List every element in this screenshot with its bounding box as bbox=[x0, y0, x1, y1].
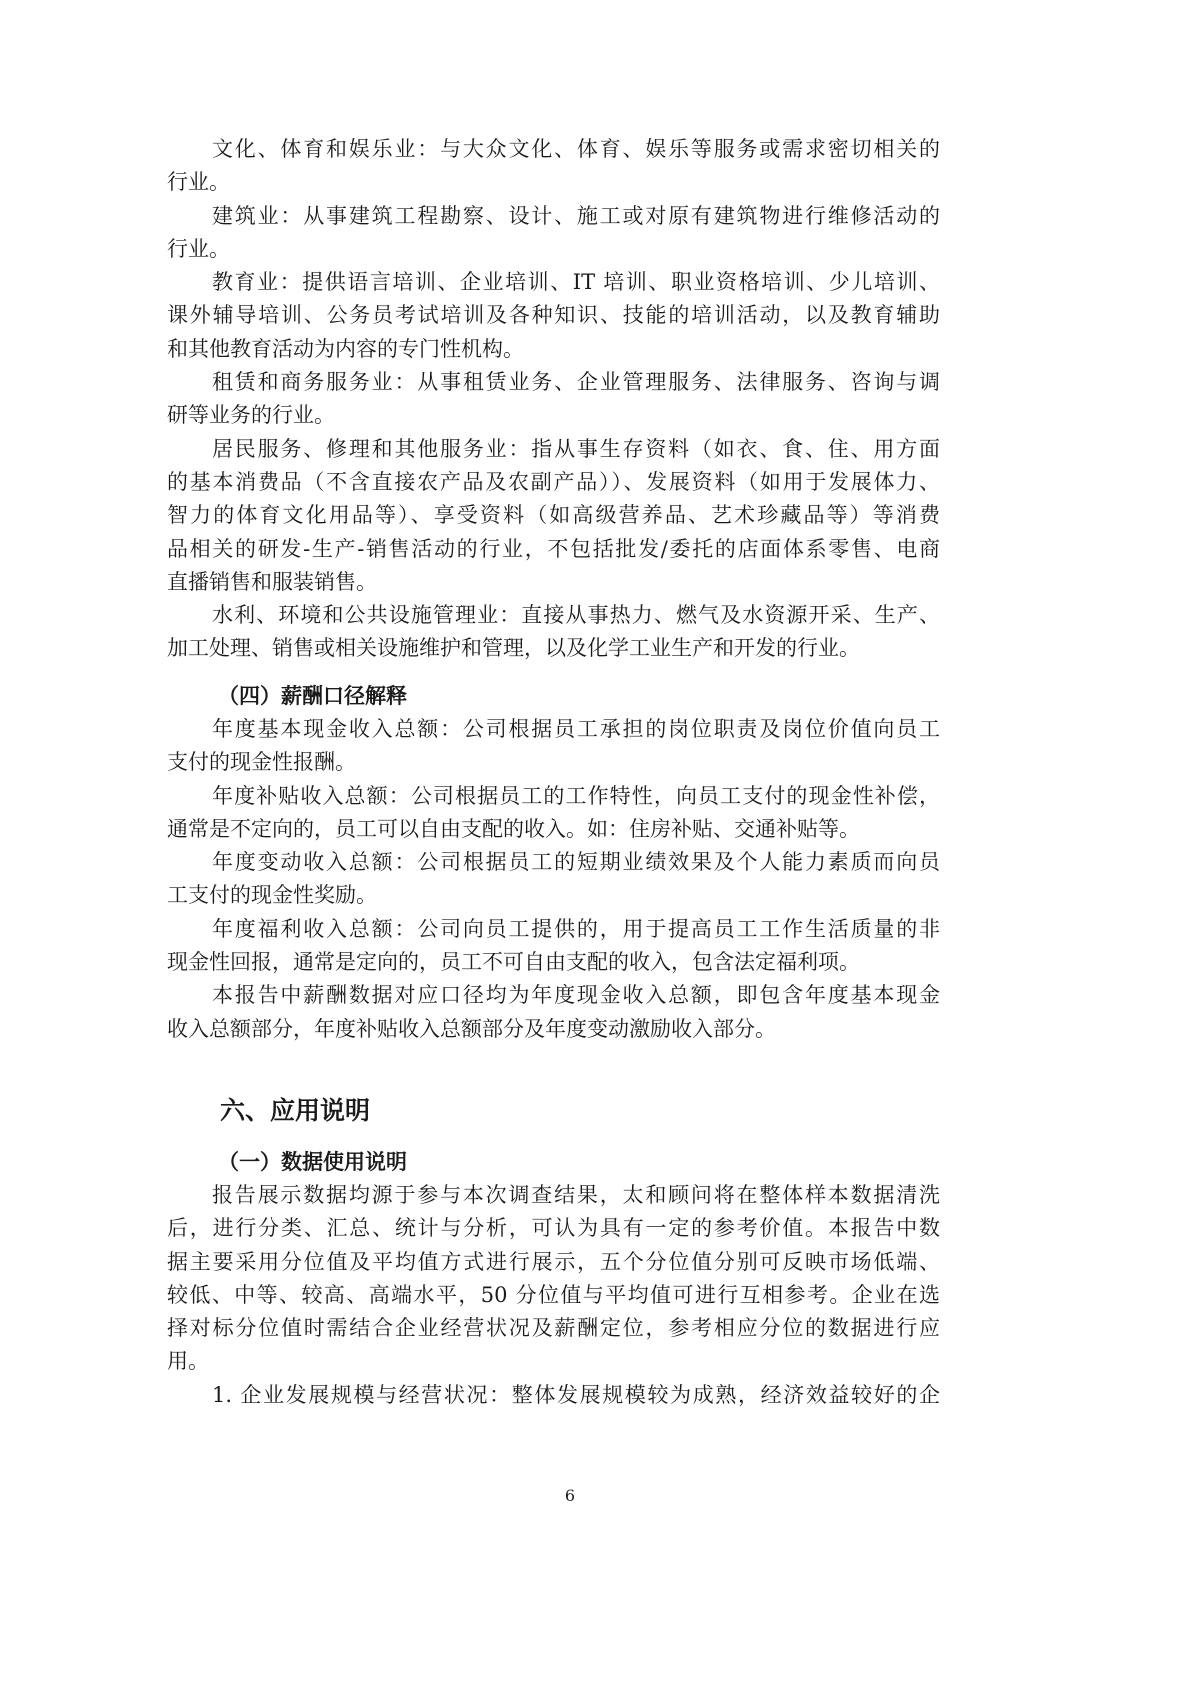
page-number: 6 bbox=[564, 1486, 576, 1505]
text-line: 研等业务的行业。 bbox=[167, 403, 335, 428]
text-line: 直播销售和服装销售。 bbox=[167, 569, 377, 594]
text-line: 后，进行分类、汇总、统计与分析，可认为具有一定的参考价值。本报告中数 bbox=[167, 1216, 940, 1241]
text-line: 通常是不定向的，员工可以自由支配的收入。如：住房补贴、交通补贴等。 bbox=[167, 816, 860, 841]
text-line: 和其他教育活动为内容的专门性机构。 bbox=[167, 336, 524, 361]
text-line: 年度变动收入总额：公司根据员工的短期业绩效果及个人能力素质而向员 bbox=[212, 850, 940, 875]
text-line: 智力的体育文化用品等）、享受资料（如高级营养品、艺术珍藏品等）等消费 bbox=[167, 503, 940, 528]
text-line: 据主要采用分位值及平均值方式进行展示，五个分位值分别可反映市场低端、 bbox=[167, 1249, 940, 1274]
industry-definitions bbox=[167, 133, 940, 666]
text-line: 用。 bbox=[167, 1349, 209, 1374]
text-line: 课外辅导培训、公务员考试培训及各种知识、技能的培训活动，以及教育辅助 bbox=[167, 303, 940, 328]
text-line: 1. 企业发展规模与经营状况：整体发展规模较为成熟，经济效益较好的企 bbox=[212, 1382, 940, 1407]
compensation-definitions bbox=[167, 713, 940, 1046]
text-line: 文化、体育和娱乐业：与大众文化、体育、娱乐等服务或需求密切相关的 bbox=[212, 137, 940, 161]
text-line: 的基本消费品（不含直接农产品及农副产品））、发展资料（如用于发展体力、 bbox=[167, 469, 940, 494]
text-line: 水利、环境和公共设施管理业：直接从事热力、燃气及水资源开采、生产、 bbox=[212, 603, 940, 628]
section-title-application: 六、应用说明 bbox=[220, 1096, 371, 1125]
text-line: 行业。 bbox=[167, 170, 230, 195]
text-line: 品相关的研发-生产-销售活动的行业，不包括批发/委托的店面体系零售、电商 bbox=[167, 536, 940, 561]
text-line: 年度福利收入总额：公司向员工提供的，用于提高员工工作生活质量的非 bbox=[212, 916, 940, 941]
text-line: 工支付的现金性奖励。 bbox=[167, 883, 377, 908]
text-line: 教育业：提供语言培训、企业培训、IT 培训、职业资格培训、少儿培训、 bbox=[212, 270, 940, 295]
text-line: 本报告中薪酬数据对应口径均为年度现金收入总额，即包含年度基本现金 bbox=[212, 983, 940, 1008]
data-usage-text bbox=[167, 1179, 940, 1412]
text-line: 租赁和商务服务业：从事租赁业务、企业管理服务、法律服务、咨询与调 bbox=[212, 370, 940, 395]
heading-data-usage: （一）数据使用说明 bbox=[218, 1150, 407, 1174]
text-line: 年度基本现金收入总额：公司根据员工承担的岗位职责及岗位价值向员工 bbox=[212, 717, 940, 741]
text-line: 建筑业：从事建筑工程勘察、设计、施工或对原有建筑物进行维修活动的 bbox=[212, 203, 940, 228]
heading-compensation-definitions: （四）薪酬口径解释 bbox=[218, 684, 407, 708]
text-line: 报告展示数据均源于参与本次调查结果，太和顾问将在整体样本数据清洗 bbox=[212, 1183, 940, 1207]
text-line: 加工处理、销售或相关设施维护和管理，以及化学工业生产和开发的行业。 bbox=[167, 636, 860, 661]
text-line: 年度补贴收入总额：公司根据员工的工作特性，向员工支付的现金性补偿， bbox=[212, 783, 940, 808]
text-line: 支付的现金性报酬。 bbox=[167, 750, 356, 775]
text-line: 择对标分位值时需结合企业经营状况及薪酬定位，参考相应分位的数据进行应 bbox=[167, 1316, 940, 1341]
text-line: 居民服务、修理和其他服务业：指从事生存资料（如衣、食、住、用方面 bbox=[212, 436, 940, 461]
text-line: 行业。 bbox=[167, 236, 230, 261]
text-line: 收入总额部分，年度补贴收入总额部分及年度变动激励收入部分。 bbox=[167, 1016, 776, 1041]
text-line: 较低、中等、较高、高端水平，50 分位值与平均值可进行互相参考。企业在选 bbox=[167, 1282, 940, 1307]
text-line: 现金性回报，通常是定向的，员工不可自由支配的收入，包含法定福利项。 bbox=[167, 950, 860, 975]
